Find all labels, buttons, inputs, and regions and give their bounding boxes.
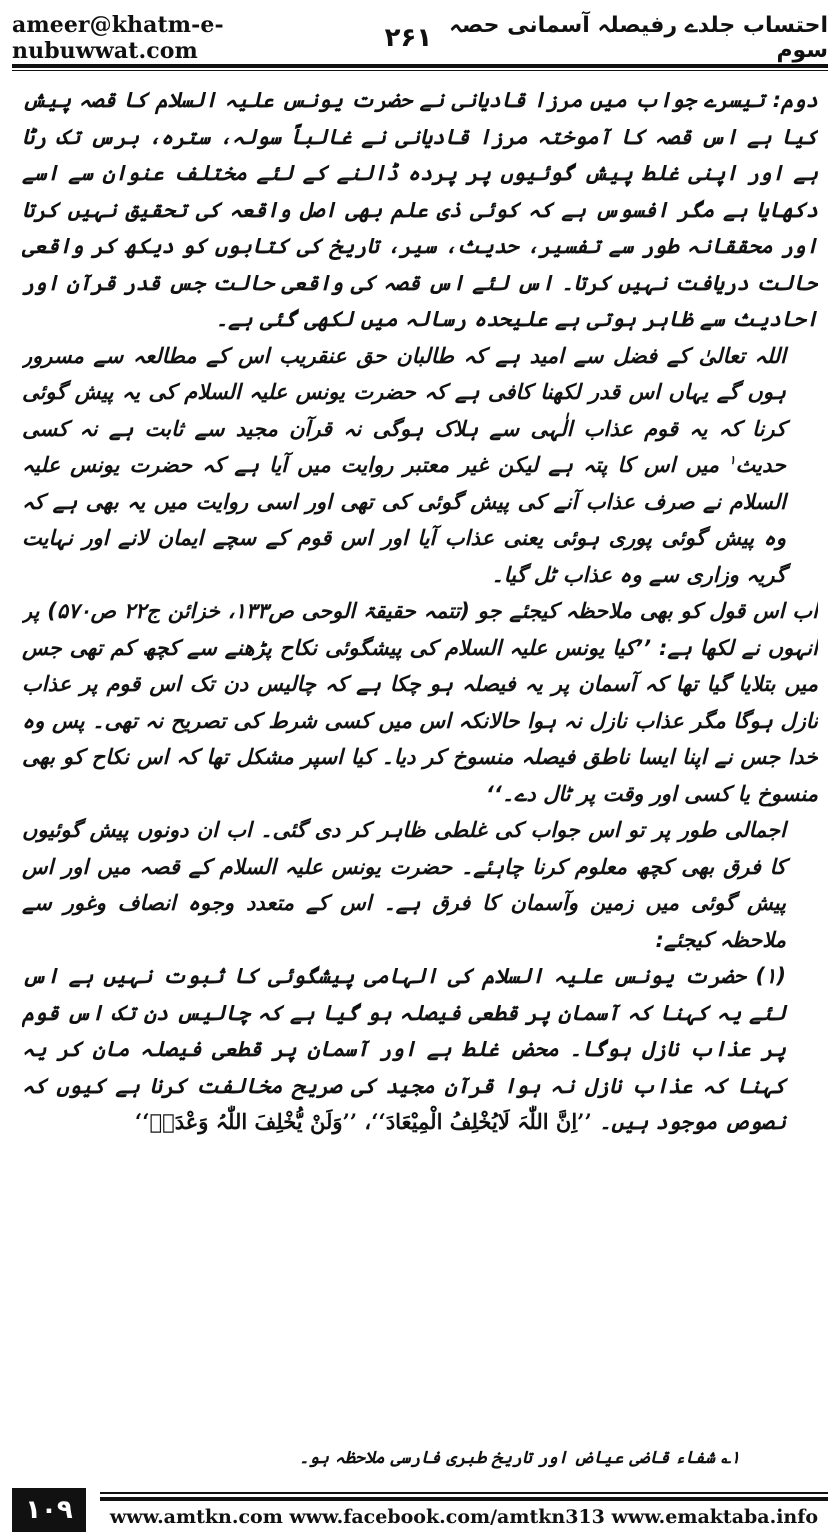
paragraph-2 (22, 338, 818, 594)
paragraph-5-text: (۱) حضرت یونس علیہ السلام کی الہامی پیشگوئی کا ثبوت نہیں ہے اس لئے یہ کہنا کہ آسمان پر قطعی فیصلہ ہو گیا ہے کہ چالیس دن تک اس قوم پر عذاب نازل ہوگا۔ محض غلط ہے اور آسمان پر قطعی فیصلہ مان کر یہ کہنا کہ عذاب نازل نہ ہوا قرآن مجید کی صریح مخالفت کرنا ہے کیوں کہ نصوص موجود ہیں۔ (22, 964, 786, 1134)
header-rule-thin (12, 70, 828, 71)
paragraph-2-part-b: میں اس کا پتہ ہے لیکن غیر معتبر روایت میں آیا ہے کہ حضرت یونس علیہ السلام نے صرف عذاب آنے کی پیش گوئی کی تھی اور اسی روایت میں یہ بھی ہے کہ وہ پیش گوئی پوری ہوئی یعنی عذاب آیا اور اس قوم کے سچے ایمان لانے اور نہایت گریہ وزاری سے وہ عذاب ٹل گیا۔ (22, 453, 786, 587)
footer-rule (100, 1492, 828, 1494)
header-rule (12, 64, 828, 68)
paragraph-1: دوم: تیسرے جواب میں مرزا قادیانی نے حضرت یونس علیہ السلام کا قصہ پیش کیا ہے اس قصہ کا آموختہ مرزا قادیانی نے غالباً سولہ، سترہ، برس تک رٹا ہے اور اپنی غلط پیش گوئیوں پر پردہ ڈالنے کے لئے مختلف عنوان سے اسے دکھایا ہے مگر افسوس ہے کہ کوئی ذی علم بھی اصل واقعہ کی تحقیق نہیں کرتا اور محققانہ طور سے تفسیر، حدیث، سیر، تاریخ کی کتابوں کو دیکھ کر واقعی حالت دریافت نہیں کرتا۔ اس لئے اس قصہ کی واقعی حالت جس قدر قرآن اور احادیث سے ظاہر ہوتی ہے علیحدہ رسالہ میں لکھی گئی ہے۔ (22, 88, 818, 331)
header-email: ameer@khatm-e-nubuwwat.com (12, 12, 224, 64)
paragraph-4: اجمالی طور پر تو اس جواب کی غلطی ظاہر کر دی گئی۔ اب ان دونوں پیش گوئیوں کا فرق بھی کچھ معلوم کرنا چاہئے۔ حضرت یونس علیہ السلام کے قصہ میں اور اس پیش گوئی میں زمین وآسمان کا فرق ہے۔ اس کے متعدد وجوہ انصاف وغور سے ملاحظہ کیجئے: (22, 818, 786, 952)
quran-verse-1: ’’اِنَّ اللّٰہَ لَایُخْلِفُ الْمِیْعَادَ‘‘، (364, 1109, 592, 1134)
quran-verse-2: ’’وَلَنْ یُّخْلِفَ اللّٰہُ وَعْدَہٗ‘‘ (134, 1109, 358, 1134)
header-page-number: ۲۶۱ (384, 23, 433, 53)
footer-page-number: ۱۰۹ (12, 1488, 86, 1532)
header-left (12, 12, 432, 64)
paragraph-5 (22, 958, 818, 1141)
footnote: ۱؎ شفاء قاضی عیاض اور تاریخ طبری فارسی ملاحظہ ہو۔ (299, 1448, 740, 1468)
paragraph-3: اب اس قول کو بھی ملاحظہ کیجئے جو (تتمہ حقیقۃ الوحی ص۱۳۳، خزائن ج۲۲ ص۵۷۰) پر انہوں نے لکھا ہے: ’’کیا یونس علیہ السلام کی پیشگوئی نکاح پڑھنے سے کچھ کم تھی جس میں بتلایا گیا تھا کہ آسمان پر یہ فیصلہ ہو چکا ہے کہ چالیس دن تک اس قوم پر عذاب نازل ہوگا مگر عذاب نازل نہ ہوا حالانکہ اس میں کسی شرط کی تصریح نہ تھی۔ پس وہ خدا جس نے اپنا ایسا ناطق فیصلہ منسوخ کر دیا۔ کیا اسپر مشکل تھا کہ اس نکاح کو بھی منسوخ یا کسی اور وقت پر ٹال دے۔‘‘ (22, 599, 818, 806)
page-header (12, 14, 828, 62)
footer-links: www.amtkn.com www.facebook.com/amtkn313 www.emaktaba.info (109, 1506, 819, 1528)
paragraph-2-part-a: اللہ تعالیٰ کے فضل سے امید ہے کہ طالبان حق عنقریب اس کے مطالعہ سے مسرور ہوں گے یہاں اس قدر لکھنا کافی ہے کہ حضرت یونس علیہ السلام کی یہ پیش گوئی کرنا کہ یہ قوم عذاب الٰہی سے ہلاک ہوگی نہ قرآن مجید سے ثابت ہے نہ کسی حدیث (22, 343, 787, 477)
body-text (22, 82, 818, 1394)
footnote-marker: ۱ (729, 453, 736, 467)
header-book-title: احتساب جلدے رفیصلہ آسمانی حصہ سوم (449, 13, 828, 63)
footer-rule-thick (100, 1497, 828, 1501)
